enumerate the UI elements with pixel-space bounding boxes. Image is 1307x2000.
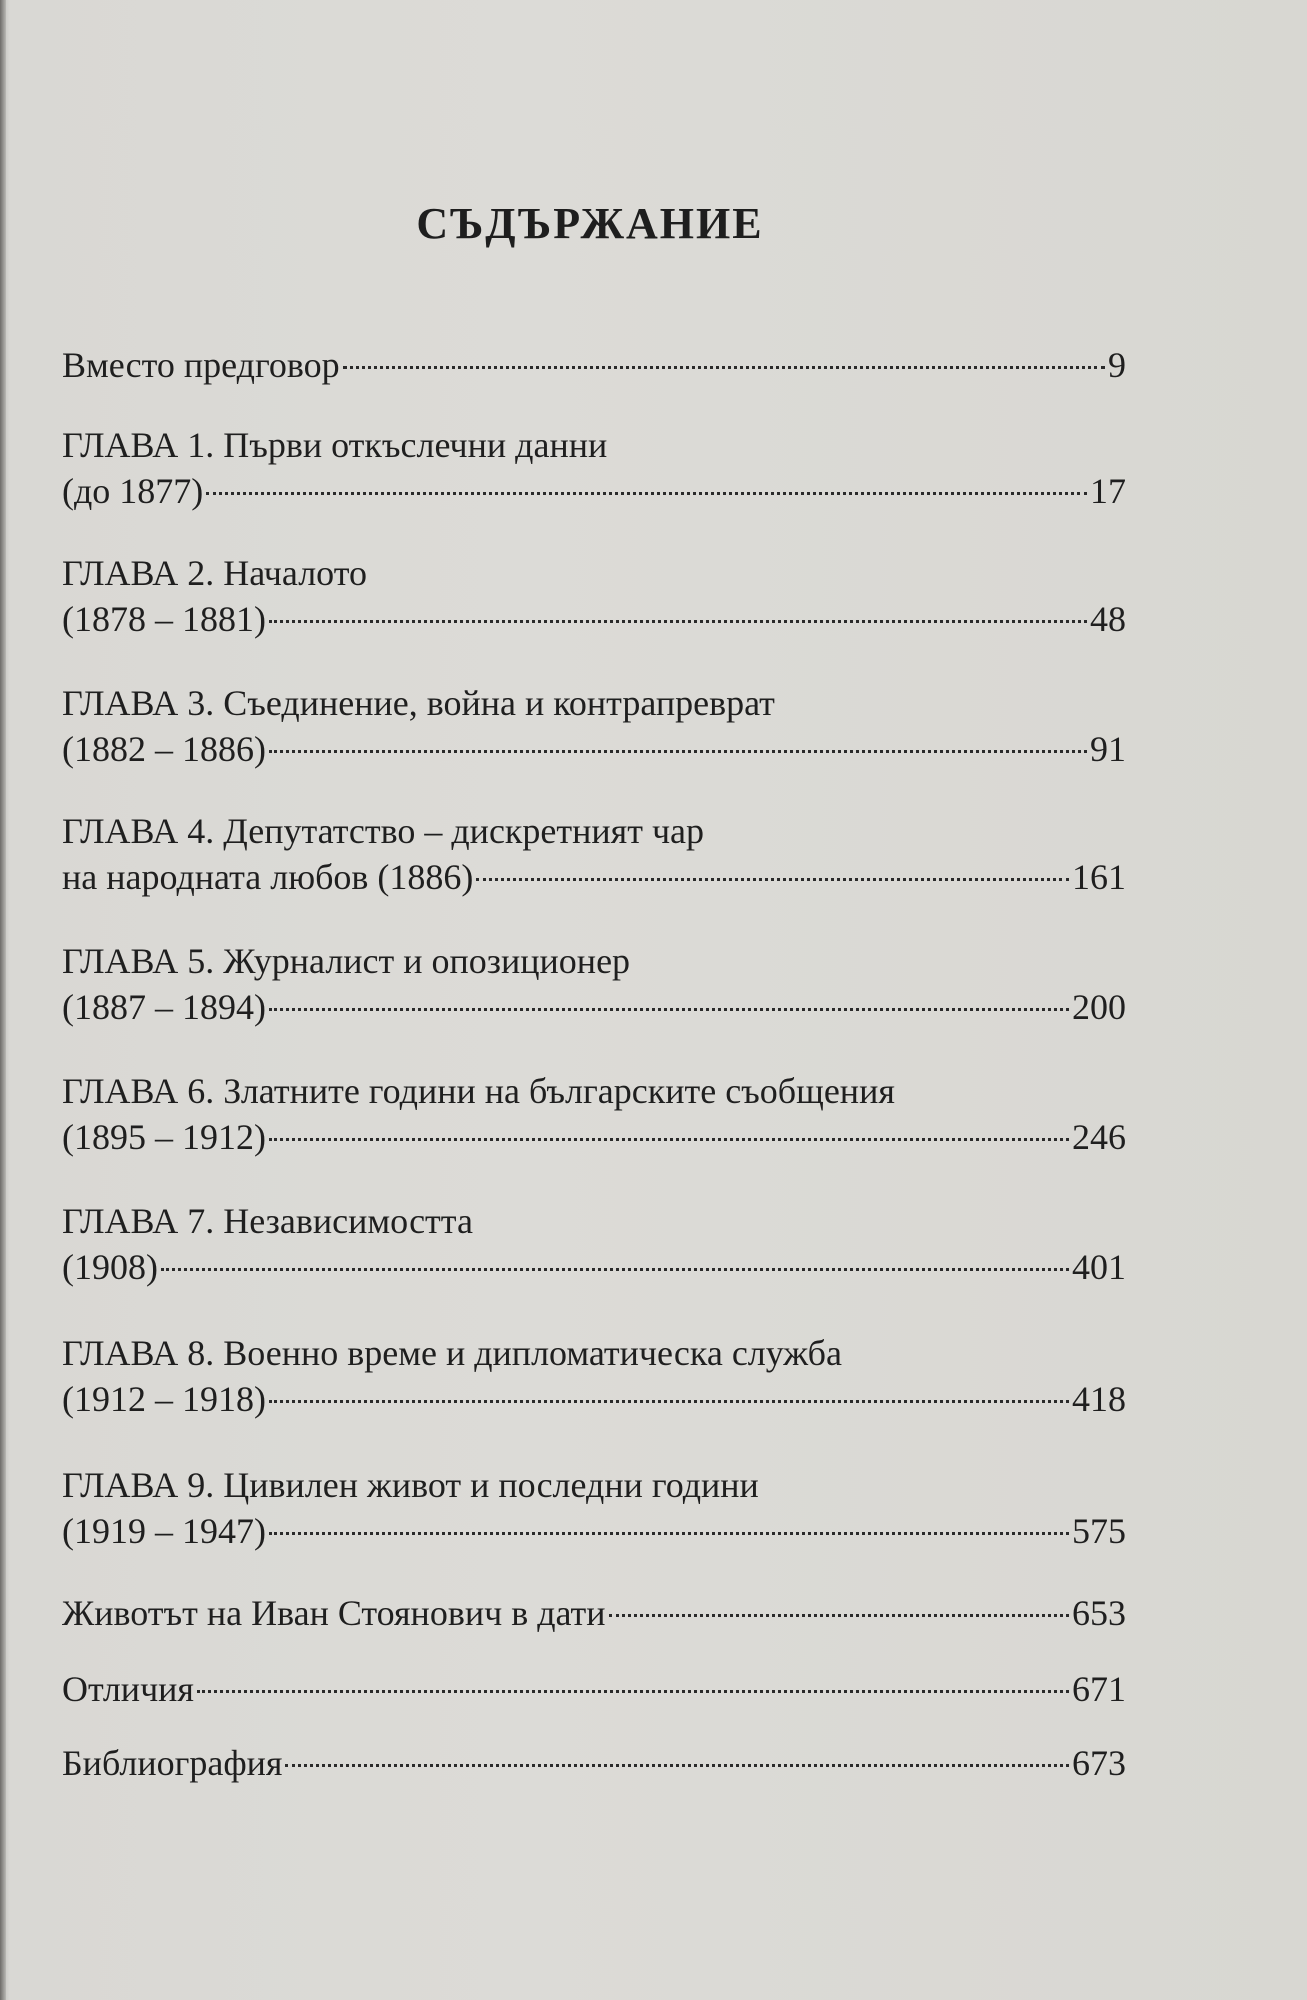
dot-leader: [269, 1532, 1069, 1535]
toc-entry-chronology: [62, 1590, 1126, 1636]
toc-entry-chapter-1: [62, 422, 1126, 514]
toc-entry-title: ГЛАВА 3. Съединение, война и контрапреврат: [62, 683, 775, 723]
toc-entry-title: ГЛАВА 4. Депутатство – дискретният чар: [62, 811, 705, 851]
toc-entry-title: ГЛАВА 9. Цивилен живот и последни години: [62, 1465, 759, 1505]
dot-leader: [206, 492, 1087, 495]
dot-leader: [161, 1268, 1069, 1271]
page-title: СЪДЪРЖАНИЕ: [416, 199, 764, 248]
toc-page-number: 418: [1072, 1379, 1126, 1419]
toc-page-number: 161: [1072, 857, 1126, 897]
toc-entry-title: Отличия: [62, 1669, 194, 1709]
toc-entry-chapter-6: [62, 1068, 1126, 1160]
dot-leader: [197, 1690, 1069, 1693]
toc-page-number: 673: [1072, 1743, 1126, 1783]
toc-entry-subtitle: (1882 – 1886): [62, 729, 266, 769]
toc-page-number: 401: [1072, 1247, 1126, 1287]
toc-entry-chapter-5: [62, 938, 1126, 1030]
toc-entry-subtitle: (1887 – 1894): [62, 987, 266, 1027]
toc-entry-chapter-9: [62, 1462, 1126, 1554]
dot-leader: [269, 620, 1087, 623]
toc-page-number: 671: [1072, 1669, 1126, 1709]
toc-page-number: 91: [1090, 729, 1126, 769]
page-binding-edge: [0, 0, 6, 2000]
toc-entry-chapter-2: [62, 550, 1126, 642]
dot-leader: [269, 1008, 1069, 1011]
dot-leader: [476, 878, 1069, 881]
toc-entry-bibliography: [62, 1740, 1126, 1786]
toc-entry-chapter-7: [62, 1198, 1126, 1290]
toc-entry-title: ГЛАВА 6. Златните години на българските съобщения: [62, 1071, 895, 1111]
toc-entry-subtitle: (1908): [62, 1247, 158, 1287]
toc-entry-title: ГЛАВА 8. Военно време и дипломатическа служба: [62, 1333, 842, 1373]
toc-entry-subtitle: (1912 – 1918): [62, 1379, 266, 1419]
toc-entry-chapter-8: [62, 1330, 1126, 1422]
toc-page-number: 9: [1108, 345, 1126, 385]
toc-entry-subtitle: (1919 – 1947): [62, 1511, 266, 1551]
dot-leader: [269, 1400, 1069, 1403]
toc-entry-subtitle: (1878 – 1881): [62, 599, 266, 639]
toc-entry-title: ГЛАВА 5. Журналист и опозиционер: [62, 941, 631, 981]
toc-entry-subtitle: (до 1877): [62, 471, 204, 511]
toc-entry-subtitle: (1895 – 1912): [62, 1117, 266, 1157]
dot-leader: [285, 1764, 1069, 1767]
toc-entry-title: ГЛАВА 2. Началото: [62, 553, 367, 593]
toc-page-number: 17: [1090, 471, 1126, 511]
toc-entry-title: Библиография: [62, 1743, 283, 1783]
dot-leader: [269, 750, 1087, 753]
dot-leader: [269, 1138, 1069, 1141]
dot-leader: [343, 366, 1105, 369]
toc-entry-preface: [62, 342, 1126, 388]
toc-page-number: 200: [1072, 987, 1126, 1027]
toc-entry-title: Животът на Иван Стоянович в дати: [62, 1593, 606, 1633]
toc-page-number: 575: [1072, 1511, 1126, 1551]
toc-entry-title: ГЛАВА 7. Независимостта: [62, 1201, 473, 1241]
toc-entry-title: Вместо предговор: [62, 345, 340, 385]
dot-leader: [609, 1614, 1069, 1617]
toc-entry-awards: [62, 1666, 1126, 1712]
toc-page-number: 246: [1072, 1117, 1126, 1157]
toc-entry-chapter-3: [62, 680, 1126, 772]
toc-page-number: 48: [1090, 599, 1126, 639]
toc-page-number: 653: [1072, 1593, 1126, 1633]
toc-entry-chapter-4: [62, 808, 1126, 900]
toc-entry-title: ГЛАВА 1. Първи откъслечни данни: [62, 425, 608, 465]
toc-entry-subtitle: на народната любов (1886): [62, 857, 474, 897]
